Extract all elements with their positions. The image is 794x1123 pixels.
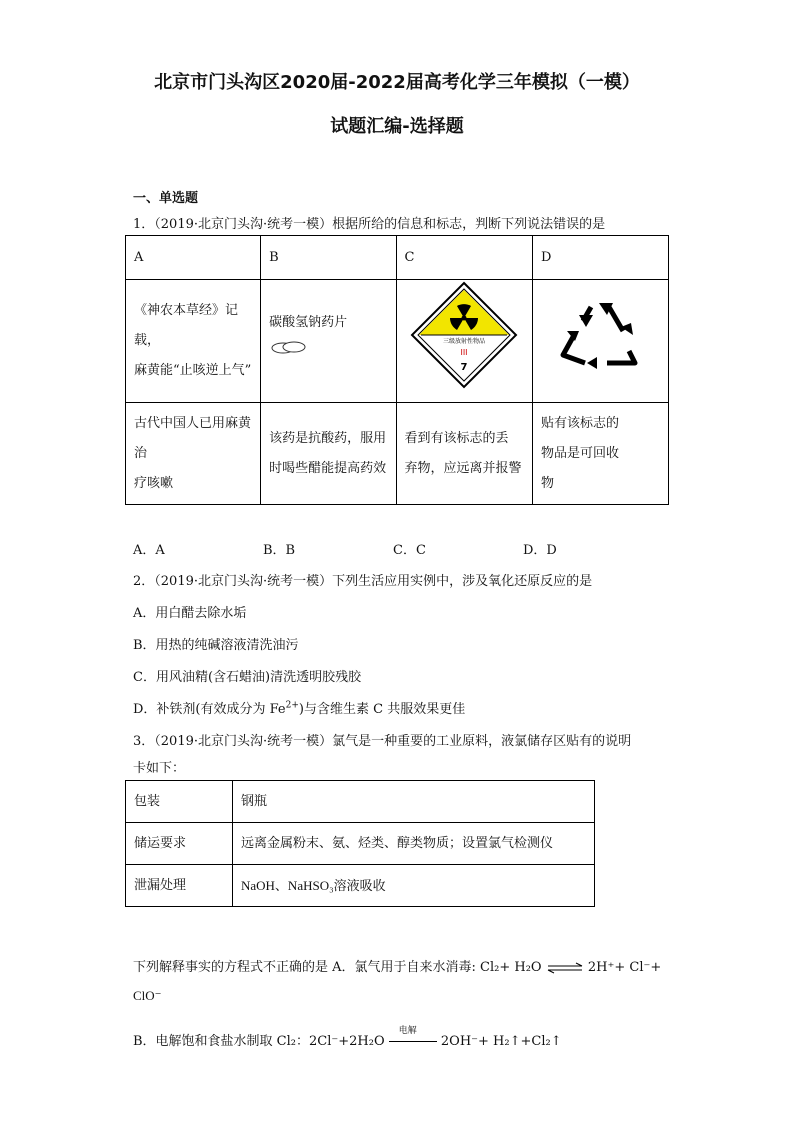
q3-explain-pre: 下列解释事实的方程式不正确的是 A．氯气用于自来水消毒: Cl₂+ H₂O	[133, 960, 542, 975]
q2-option-b[interactable]: B．用热的纯碱溶液清洗油污	[133, 638, 299, 653]
q1-cell-c2	[396, 280, 532, 403]
q1-header-b: B	[261, 236, 396, 280]
q1-cell-a3	[126, 403, 261, 505]
q1-a2-line2: 麻黄能“止咳逆上气”	[134, 363, 252, 378]
section-title: 一、单选题	[133, 191, 199, 206]
title-line2: 试题汇编-选择题	[330, 116, 464, 137]
q1-b3-line1: 该药是抗酸药，服用	[269, 430, 387, 446]
q3-val-0: 钢瓶	[233, 781, 595, 823]
q1-b3-line2: 时喝些醋能提高药效	[269, 460, 387, 476]
q1-cell-b3	[261, 403, 396, 505]
q1-a3-line1: 古代中国人已用麻黄治	[134, 415, 252, 461]
q1-header-d: D	[532, 236, 668, 280]
q3-explain	[133, 956, 661, 975]
q1-d3-line3: 物	[540, 475, 554, 491]
q1-option-a[interactable]: A．A	[133, 543, 165, 558]
q1-b2-line1: 碳酸氢钠药片	[269, 315, 348, 330]
pill-icon	[269, 338, 309, 356]
q1-table	[125, 235, 669, 505]
q3-val-1: 远离金属粉末、氨、烃类、醇类物质；设置氯气检测仪	[233, 823, 595, 865]
q1-option-d[interactable]: D．D	[523, 543, 557, 558]
q1-option-c[interactable]: C．C	[393, 543, 426, 558]
q3-explain-post: 2H⁺+ Cl⁻+	[587, 960, 662, 975]
q3-explain-line2: ClO⁻	[133, 988, 162, 1003]
q3-val-2: NaOH、NaHSO₃溶液吸收	[233, 865, 595, 907]
radioactive-sign-icon	[409, 280, 519, 390]
electrolysis-label: 电解	[398, 1025, 417, 1036]
q2-d-post: )与含维生素 C 共服效果更佳	[298, 702, 466, 717]
q1-header-a: A	[126, 236, 261, 280]
q1-d3-line2: 物品是可回收	[540, 445, 619, 461]
q3-key-2: 泄漏处理	[126, 865, 233, 907]
q1-option-b[interactable]: B．B	[263, 543, 296, 558]
q2-option-a[interactable]: A．用白醋去除水垢	[133, 606, 247, 621]
q1-a3-line2: 疗咳嗽	[134, 475, 174, 491]
q2-option-d[interactable]	[133, 698, 465, 717]
recycle-icon	[555, 295, 645, 375]
q1-stem: 1．（2019·北京门头沟·统考一模）根据所给的信息和标志，判断下列说法错误的是	[133, 217, 606, 232]
q2-option-c[interactable]: C．用风油精(含石蜡油)清洗透明胶残胶	[133, 670, 362, 685]
sign-roman: III	[460, 348, 468, 357]
condition-line	[389, 1041, 437, 1042]
q3-stem-line1: 3．（2019·北京门头沟·统考一模）氯气是一种重要的工业原料，液氯储存区贴有的说明	[133, 734, 632, 749]
q1-c3-line1: 看到有该标志的丢	[404, 430, 509, 446]
q1-cell-d2	[532, 280, 668, 403]
sign-class: 7	[460, 362, 468, 373]
q3-stem-line2: 卡如下：	[133, 761, 186, 776]
q1-a2-line1: 《神农本草经》记载，	[134, 303, 239, 348]
q1-cell-d3	[532, 403, 668, 505]
sign-caption: 三级放射性物品	[443, 338, 486, 345]
q2-d-sup: 2+	[285, 700, 299, 711]
q1-options	[133, 539, 653, 558]
q1-cell-a2	[126, 280, 261, 403]
q1-c3-line2: 弃物，应远离并报警	[404, 460, 522, 476]
q2-stem: 2．（2019·北京门头沟·统考一模）下列生活应用实例中，涉及氧化还原反应的是	[133, 574, 593, 589]
title-line1: 北京市门头沟区2020届-2022届高考化学三年模拟（一模）	[154, 72, 640, 93]
q3-b-pre: B．电解饱和食盐水制取 Cl₂：2Cl⁻+2H₂O	[133, 1034, 385, 1049]
q1-header-c: C	[396, 236, 532, 280]
q1-cell-b2	[261, 280, 396, 403]
q3-key-1: 储运要求	[126, 823, 233, 865]
equilibrium-arrow-icon	[546, 962, 584, 974]
q3-table	[125, 780, 595, 907]
electrolysis-condition	[389, 1025, 437, 1049]
q1-cell-c3	[396, 403, 532, 505]
q3-option-b[interactable]	[133, 1025, 562, 1049]
q3-b-post: 2OH⁻+ H₂↑+Cl₂↑	[440, 1034, 562, 1049]
q2-d-pre: D．补铁剂(有效成分为 Fe	[133, 702, 286, 717]
q1-d3-line1: 贴有该标志的	[540, 415, 619, 431]
q3-key-0: 包装	[126, 781, 233, 823]
